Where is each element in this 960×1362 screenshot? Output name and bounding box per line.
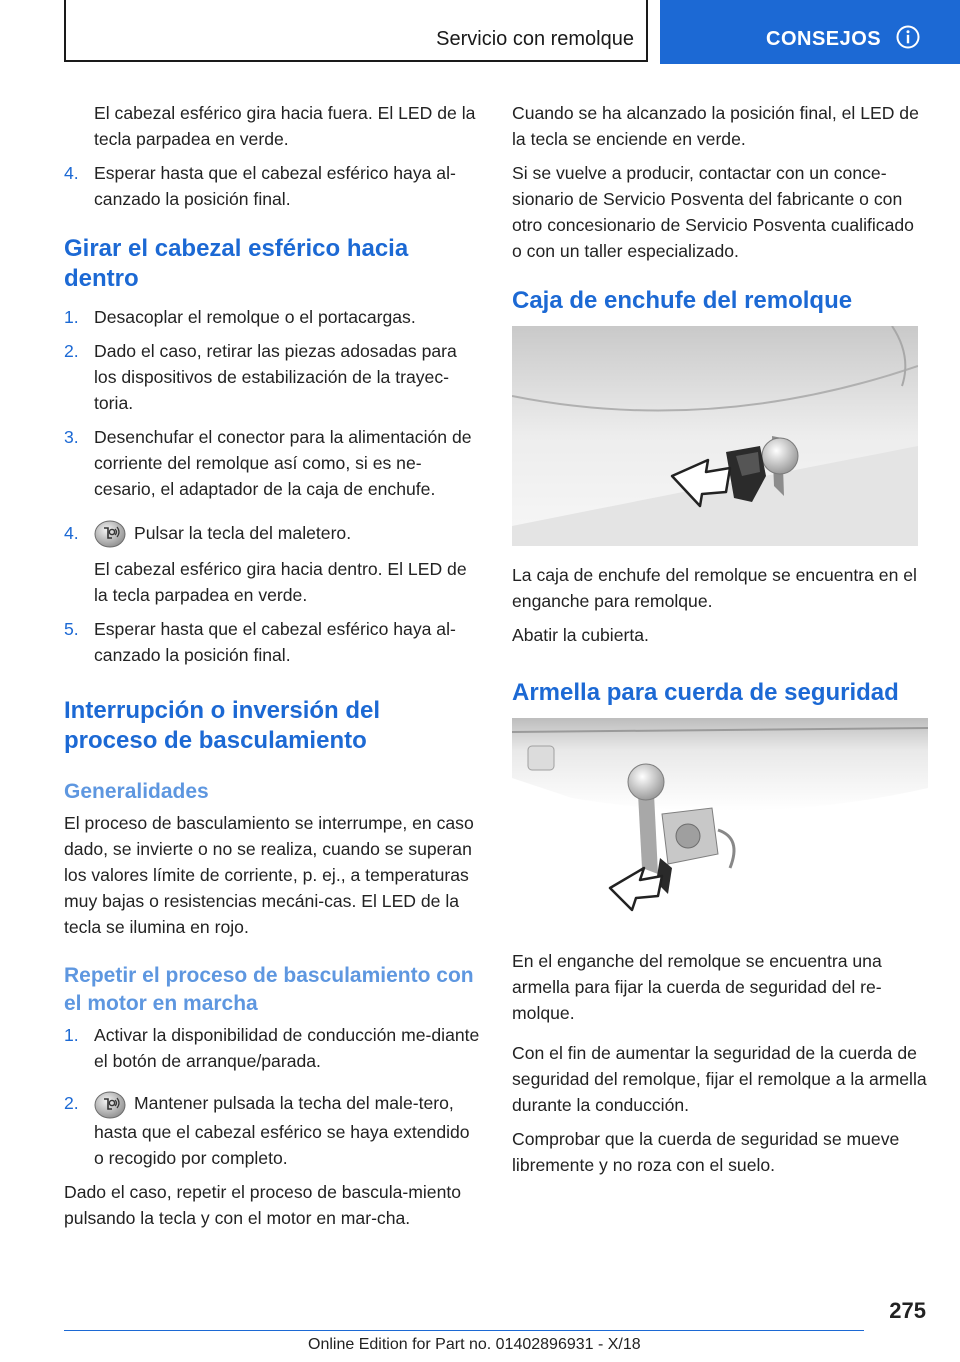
step-number: 4. — [64, 163, 79, 183]
step-number: 2. — [64, 341, 79, 361]
step-number: 4. — [64, 523, 79, 543]
tailgate-button-icon — [94, 520, 126, 548]
paragraph: Cuando se ha alcanzado la posición final, el LED de la tecla se enciende en verde. — [512, 103, 919, 149]
heading-repetir: Repetir el proceso de basculamiento con el motor en marcha — [64, 964, 474, 1016]
tailgate-button-icon — [94, 1091, 126, 1119]
paragraph: Abatir la cubierta. — [512, 625, 649, 645]
heading-girar-cabezal: Girar el cabezal esférico hacia dentro — [64, 235, 409, 292]
edition-footer: Online Edition for Part no. 01402896931 - X/18 — [308, 1336, 641, 1353]
step-text: Esperar hasta que el cabezal esférico haya al‐canzado la posición final. — [94, 619, 456, 666]
paragraph: La caja de enchufe del remolque se encuentra en el enganche para remolque. — [512, 565, 917, 611]
right-column — [512, 100, 928, 1186]
safety-eyelet-figure — [512, 718, 928, 914]
list-item — [64, 616, 480, 668]
heading-caja-enchufe: Caja de enchufe del remolque — [512, 287, 853, 314]
paragraph-generalidades: El proceso de basculamiento se interrumpe, en caso dado, se invierte o no se realiza, cuando se superan los valores límite de corriente, p. ej., a temperaturas muy bajas o resistencias mecáni‐cas. El LED de la tecla se ilumina en rojo. — [64, 813, 474, 938]
step-text: Desenchufar el conector para la alimentación de corriente del remolque así como, si es ne‐cesario, el adaptador de la caja de enchufe. — [94, 427, 472, 499]
list-item — [64, 424, 480, 502]
paragraph: Si se vuelve a producir, contactar con un conce‐sionario de Servicio Posventa del fabricante o con otro concesionario de Servicio Posventa cualificado o con un taller especializado. — [512, 163, 914, 261]
header-section-box — [64, 0, 648, 62]
consejos-tab-label: CONSEJOS — [766, 28, 882, 50]
paragraph: Comprobar que la cuerda de seguridad se mueve libremente y no roza con el suelo. — [512, 1129, 900, 1175]
step-number: 1. — [64, 1025, 79, 1046]
list-item — [64, 304, 480, 330]
step-continuation: El cabezal esférico gira hacia fuera. El LED de la tecla parpadea en verde. — [94, 103, 476, 149]
step-number: 1. — [64, 307, 79, 327]
step-text: Esperar hasta que el cabezal esférico haya al‐canzado la posición final. — [94, 163, 456, 209]
step-number: 3. — [64, 427, 79, 447]
paragraph: Con el fin de aumentar la seguridad de la cuerda de seguridad del remolque, fijar el remolque a la armella durante la conducción. — [512, 1043, 927, 1115]
paragraph: En el enganche del remolque se encuentra una armella para fijar la cuerda de seguridad del re‐molque. — [512, 951, 882, 1023]
step-text: Desacoplar el remolque o el portacargas. — [94, 307, 416, 327]
step-text: Pulsar la tecla del maletero. — [134, 523, 352, 543]
socket-figure — [512, 326, 918, 546]
list-item — [64, 160, 480, 212]
heading-interrupcion: Interrupción o inversión del proceso de basculamiento — [64, 697, 381, 755]
step-number: 5. — [64, 619, 79, 640]
consejos-tab[interactable] — [660, 0, 960, 64]
step-result: El cabezal esférico gira hacia dentro. El LED de la tecla parpadea en verde. — [94, 559, 467, 606]
section-title: Servicio con remolque — [436, 28, 634, 50]
step-text: Activar la disponibilidad de conducción me‐diante el botón de arranque/parada. — [94, 1025, 480, 1072]
list-item — [64, 520, 480, 608]
page-number: 275 — [889, 1298, 926, 1323]
footer-divider — [64, 1330, 864, 1331]
left-column — [64, 100, 480, 1239]
list-item — [64, 338, 480, 416]
list-item — [64, 1090, 480, 1170]
heading-generalidades: Generalidades — [64, 780, 209, 804]
list-item — [64, 1022, 480, 1074]
step-text: Mantener pulsada la techa del male‐tero, hasta que el cabezal esférico se haya extendido o recogido por completo. — [94, 1093, 470, 1168]
step-text: Dado el caso, retirar las piezas adosadas para los dispositivos de estabilización de la trayec‐toria. — [94, 341, 457, 413]
info-icon — [896, 25, 920, 49]
heading-armella: Armella para cuerda de seguridad — [512, 679, 899, 706]
paragraph-repetir: Dado el caso, repetir el proceso de bascula‐miento pulsando la tecla y con el motor en mar‐cha. — [64, 1181, 462, 1228]
step-number: 2. — [64, 1093, 79, 1114]
